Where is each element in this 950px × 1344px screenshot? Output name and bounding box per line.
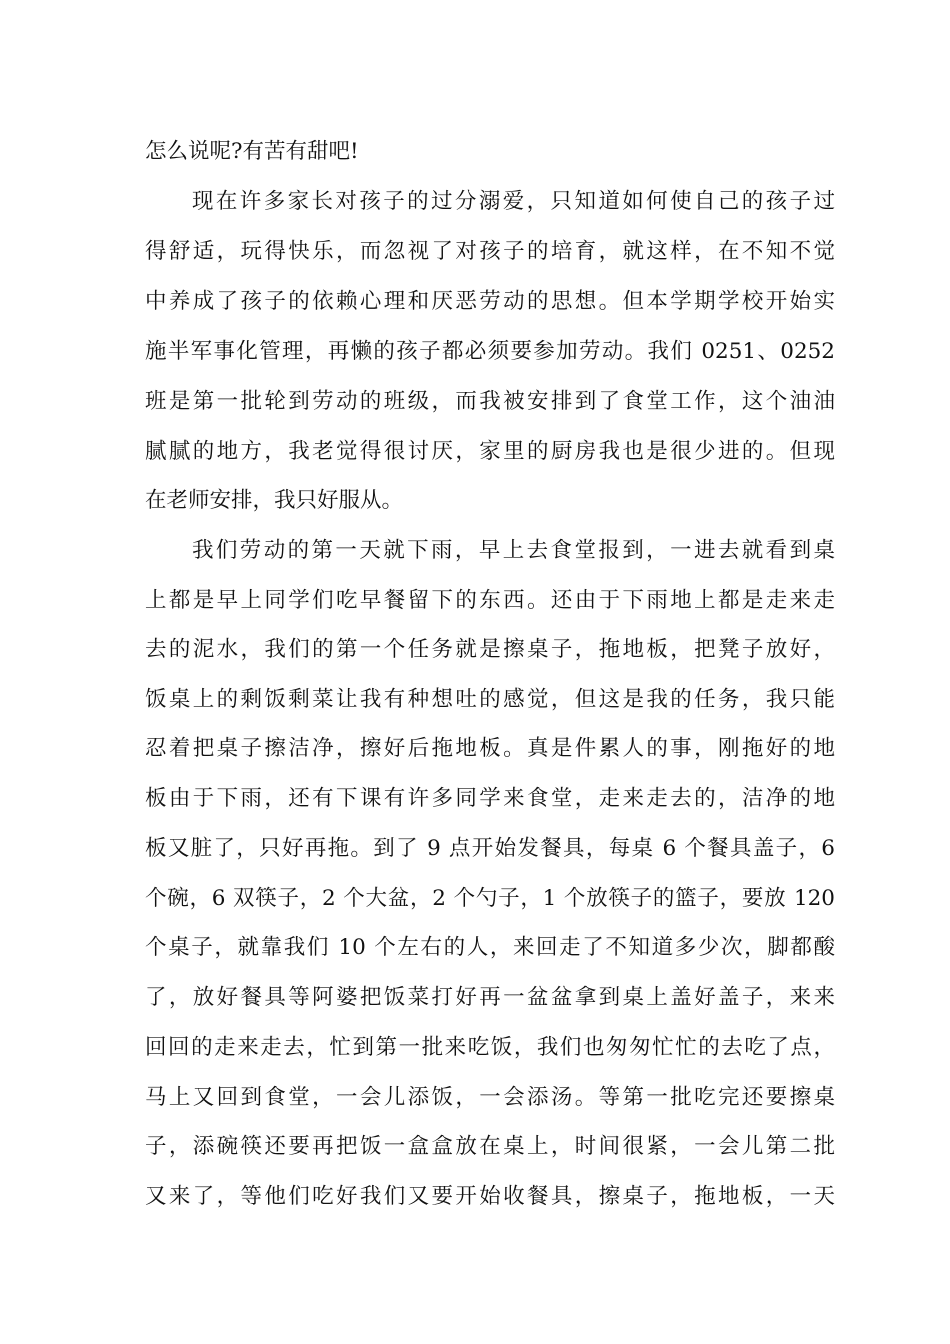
text-line: 得舒适，玩得快乐，而忽视了对孩子的培育，就这样，在不知不觉: [145, 239, 835, 264]
text-line: 去的泥水，我们的第一个任务就是擦桌子，拖地板，把凳子放好，: [145, 637, 835, 662]
text-line: 板又脏了，只好再拖。到了 9 点开始发餐具，每桌 6 个餐具盖子，6: [145, 836, 835, 861]
text-line: 马上又回到食堂，一会儿添饭，一会添汤。等第一批吃完还要擦桌: [145, 1085, 835, 1110]
text-line: 在老师安排，我只好服从。: [145, 488, 404, 513]
text-line: 腻腻的地方，我老觉得很讨厌，家里的厨房我也是很少进的。但现: [145, 439, 835, 464]
text-line: 个桌子，就靠我们 10 个左右的人，来回走了不知道多少次，脚都酸: [145, 935, 835, 960]
text-line: 怎么说呢?有苦有甜吧!: [145, 139, 359, 164]
text-line: 中养成了孩子的依赖心理和厌恶劳动的思想。但本学期学校开始实: [145, 289, 835, 314]
text-line: 又来了，等他们吃好我们又要开始收餐具，擦桌子，拖地板，一天: [145, 1184, 835, 1209]
text-line: 饭桌上的剩饭剩菜让我有种想吐的感觉，但这是我的任务，我只能: [145, 687, 835, 712]
text-line: 忍着把桌子擦洁净，擦好后拖地板。真是件累人的事，刚拖好的地: [145, 736, 835, 761]
text-line: 回回的走来走去，忙到第一批来吃饭，我们也匆匆忙忙的去吃了点，: [145, 1035, 835, 1060]
text-line: 施半军事化管理，再懒的孩子都必须要参加劳动。我们 0251、0252: [145, 339, 835, 364]
text-line: 上都是早上同学们吃早餐留下的东西。还由于下雨地上都是走来走: [145, 588, 835, 613]
text-line: 班是第一批轮到劳动的班级，而我被安排到了食堂工作，这个油油: [145, 389, 835, 414]
text-line: 板由于下雨，还有下课有许多同学来食堂，走来走去的，洁净的地: [145, 786, 835, 811]
text-line: 了，放好餐具等阿婆把饭菜打好再一盆盆拿到桌上盖好盖子，来来: [145, 985, 835, 1010]
text-line: 个碗，6 双筷子，2 个大盆，2 个勺子，1 个放筷子的篮子，要放 120: [145, 886, 835, 911]
paragraph-first-line: 现在许多家长对孩子的过分溺爱，只知道如何使自己的孩子过: [192, 189, 835, 214]
text-line: 子，添碗筷还要再把饭一盒盒放在桌上，时间很紧，一会儿第二批: [145, 1134, 835, 1159]
paragraph-first-line: 我们劳动的第一天就下雨，早上去食堂报到，一进去就看到桌: [192, 538, 835, 563]
